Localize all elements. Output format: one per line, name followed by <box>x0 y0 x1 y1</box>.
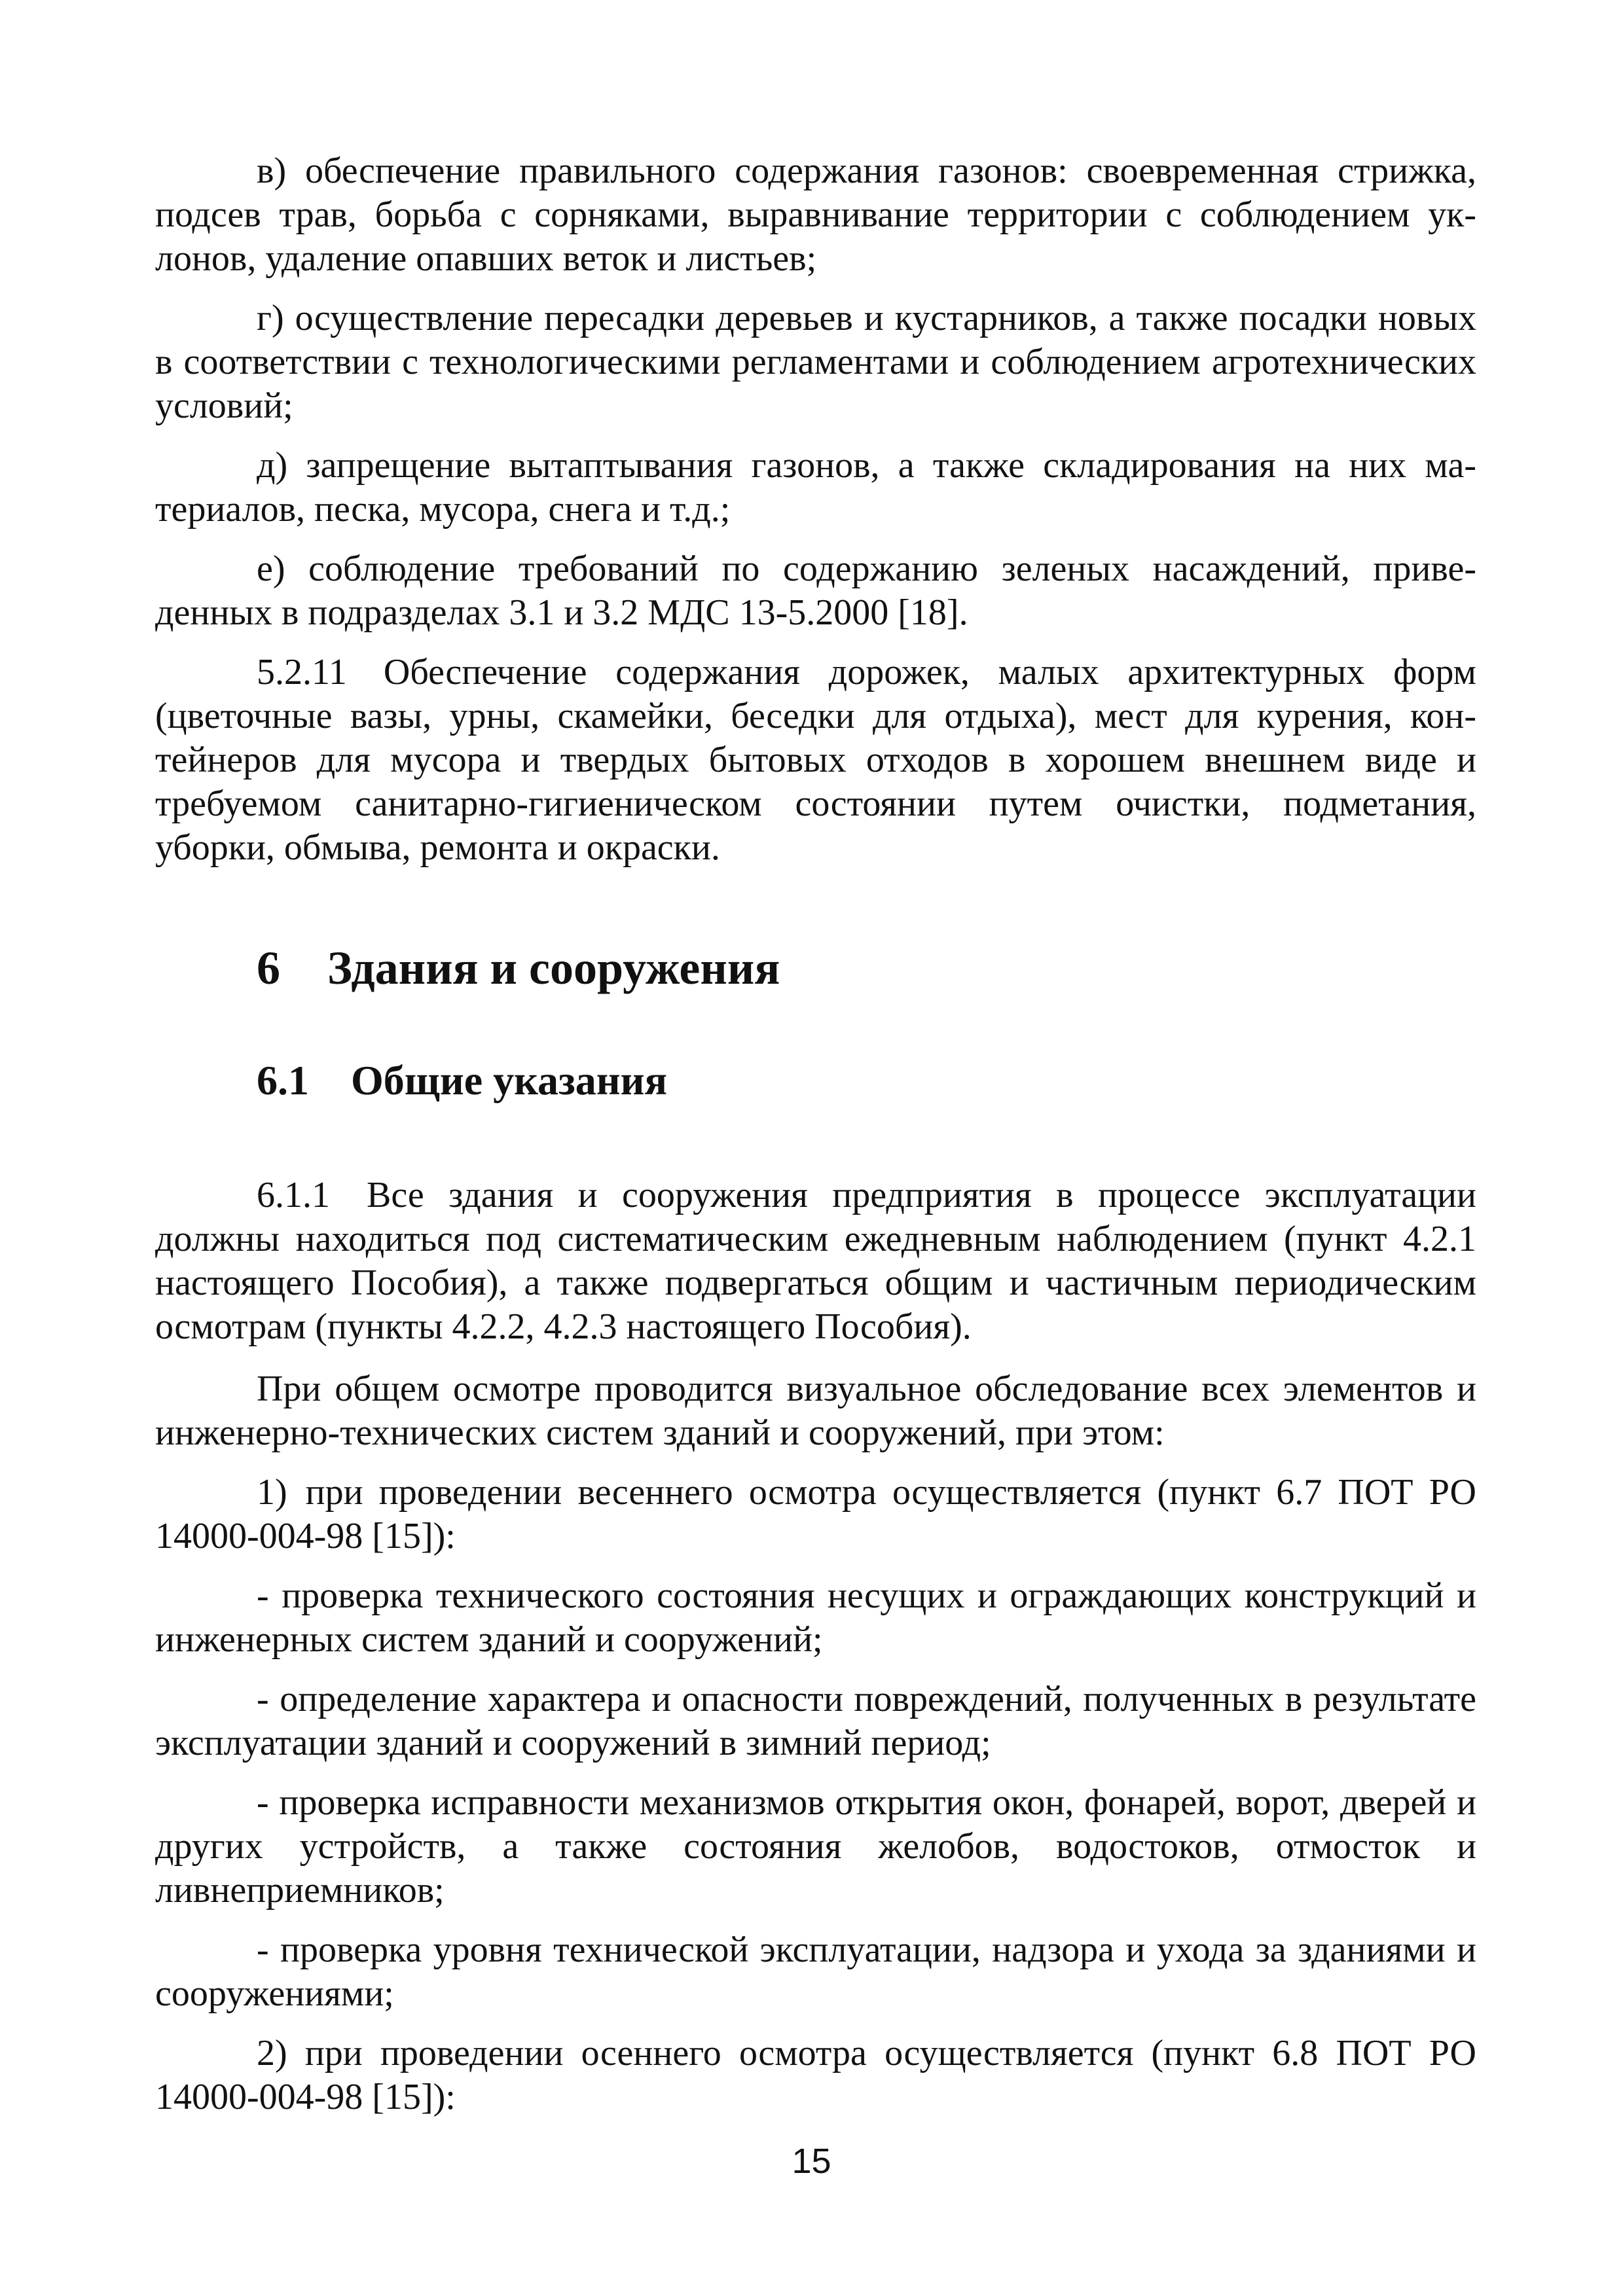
list-item-d: д) запрещение вытаптывания газонов, а также складирования на них материалов, песка, мусора, снега и т.д.; <box>155 445 1476 529</box>
general-inspection-paragraph: При общем осмотре проводится визуальное обследование всех элементов и инженерно-технических систем зданий и сооружений, при этом: <box>155 1369 1476 1453</box>
subsection-title: 6.1 Общие указания <box>257 1057 668 1103</box>
page-number: 15 <box>792 2142 831 2181</box>
spring-inspection-intro: 1) при проведении весеннего осмотра осуществляется (пункт 6.7 ПОТ РО 14000-004-98 [15]): <box>155 1472 1476 1556</box>
spring-bullet-3: - проверка исправности механизмов открытия окон, фонарей, ворот, дверей и других устройств, а также состояния желобов, водостоков, отмосток и ливнеприемников; <box>155 1782 1476 1910</box>
clause-6-1-1: 6.1.1 Все здания и сооружения предприятия в процессе эксплуатации должны находиться под систематическим ежедневным наблюдением (пункт 4.2.1 настоящего Пособия), а также подвергаться общим и частичным периодическим осмотрам (пункты 4.2.2, 4.2.3 настоящего Пособия). <box>155 1175 1476 1347</box>
list-item-g: г) осуществление пересадки деревьев и кустарников, а также посадки новых в соответствии с технологическими регламентами и соблюдением агротехнических условий; <box>155 298 1476 426</box>
spring-bullet-1: - проверка технического состояния несущих и ограждающих конструкций и инженерных систем зданий и сооружений; <box>155 1575 1476 1660</box>
list-item-e: е) соблюдение требований по содержанию зеленых насаждений, приведенных в подразделах 3.1 и 3.2 МДС 13-5.2000 [18]. <box>155 548 1476 633</box>
list-item-v: в) обеспечение правильного содержания газонов: своевременная стрижка, подсев трав, борьба с сорняками, выравнивание территории с соблюдением уклонов, удаление опавших веток и листьев; <box>155 151 1476 279</box>
spring-bullet-4: - проверка уровня технической эксплуатации, надзора и ухода за зданиями и сооружениями; <box>155 1929 1476 2014</box>
clause-5-2-11: 5.2.11 Обеспечение содержания дорожек, малых архитектурных форм (цветочные вазы, урны, скамейки, беседки для отдыха), мест для курения, контейнеров для мусора и твердых бытовых отходов в хорошем внешнем виде и требуемом санитарно-гигиеническом состоянии путем очистки, подметания, уборки, обмыва, ремонта и окраски. <box>155 652 1476 868</box>
spring-bullet-2: - определение характера и опасности повреждений, полученных в результате эксплуатации зданий и сооружений в зимний период; <box>155 1679 1476 1763</box>
section-title: 6 Здания и сооружения <box>257 942 780 994</box>
autumn-inspection-intro: 2) при проведении осеннего осмотра осуществляется (пункт 6.8 ПОТ РО 14000-004-98 [15]): <box>155 2033 1476 2117</box>
document-page <box>155 149 1476 2119</box>
